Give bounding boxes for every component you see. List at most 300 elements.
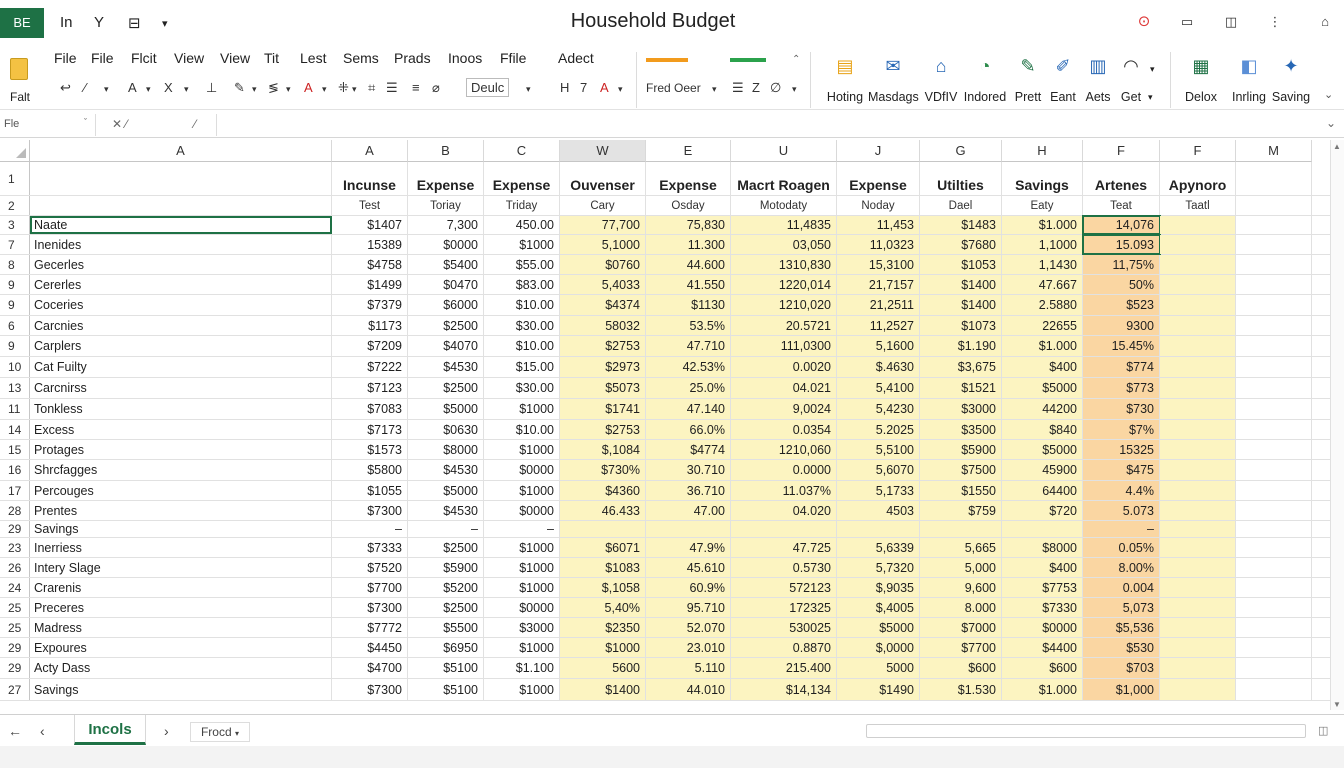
cell[interactable]: $0760 (560, 255, 646, 274)
cell[interactable]: $7300 (332, 501, 408, 520)
cell[interactable]: $,1084 (560, 440, 646, 459)
cell[interactable]: $30.00 (484, 316, 560, 335)
cell[interactable] (1236, 235, 1312, 254)
cell[interactable] (837, 521, 920, 537)
sheet-tab-active[interactable]: Incols (74, 715, 146, 745)
cell[interactable] (1236, 255, 1312, 274)
ribbon-more-icon[interactable]: ⌄ (1324, 89, 1334, 101)
cell[interactable]: $1573 (332, 440, 408, 459)
cell[interactable]: 5,1600 (837, 336, 920, 356)
cell[interactable]: 36.710 (646, 481, 731, 500)
row-number[interactable]: 25 (0, 598, 30, 617)
cell[interactable]: 30.710 (646, 460, 731, 480)
row-label-cell[interactable]: Savings (30, 521, 332, 537)
cell[interactable]: $774 (1083, 357, 1160, 377)
cell[interactable]: 47.9% (646, 538, 731, 557)
cell[interactable]: 22655 (1002, 316, 1083, 335)
cell[interactable]: $6000 (408, 295, 484, 315)
cell[interactable]: 5,5100 (837, 440, 920, 459)
cell[interactable]: 5,665 (920, 538, 1002, 557)
row-label-cell[interactable]: Prentes (30, 501, 332, 520)
cell[interactable]: 215.400 (731, 658, 837, 678)
hoting-button[interactable] (820, 54, 870, 104)
cell[interactable]: $1400 (920, 275, 1002, 294)
cell[interactable]: 1210,020 (731, 295, 837, 315)
header-cell[interactable]: Expense (646, 162, 731, 195)
header-cell[interactable]: Expense (484, 162, 560, 195)
row-number[interactable]: 2 (0, 196, 30, 215)
paste-button[interactable] (6, 52, 34, 102)
cell[interactable]: 5,40% (560, 598, 646, 617)
cell[interactable] (1160, 521, 1236, 537)
cell[interactable]: $4360 (560, 481, 646, 500)
cell[interactable] (1236, 399, 1312, 419)
cell[interactable]: $1407 (332, 216, 408, 234)
cell[interactable]: $1.000 (1002, 336, 1083, 356)
cell-style-box[interactable]: Fred Oeer (646, 81, 701, 95)
cell[interactable]: $7173 (332, 420, 408, 439)
cell[interactable]: 44200 (1002, 399, 1083, 419)
cell[interactable]: $1000 (484, 558, 560, 577)
cell[interactable]: $1741 (560, 399, 646, 419)
cell[interactable]: $4700 (332, 658, 408, 678)
cell[interactable]: $3000 (920, 399, 1002, 419)
cell[interactable]: $10.00 (484, 295, 560, 315)
row-label-cell[interactable]: Coceries (30, 295, 332, 315)
cell[interactable]: $0000 (1002, 618, 1083, 637)
row-label-cell[interactable]: Excess (30, 420, 332, 439)
cell[interactable]: $1173 (332, 316, 408, 335)
cell[interactable]: $5400 (408, 255, 484, 274)
cell[interactable]: 03,050 (731, 235, 837, 254)
menu-icon[interactable]: ⋮ (1268, 14, 1282, 29)
cell[interactable]: $4758 (332, 255, 408, 274)
cell[interactable]: $840 (1002, 420, 1083, 439)
subheader-cell[interactable]: Dael (920, 196, 1002, 215)
cell[interactable] (1236, 679, 1312, 700)
cell[interactable]: 50% (1083, 275, 1160, 294)
menu-tab-prads[interactable]: Prads (394, 50, 431, 66)
cell[interactable]: – (408, 521, 484, 537)
cell[interactable]: $1000 (484, 538, 560, 557)
expand-formula-icon[interactable]: ⌄ (1326, 116, 1337, 130)
cell[interactable]: $1055 (332, 481, 408, 500)
column-header[interactable]: F (1083, 140, 1160, 162)
format-icon[interactable]: ⌀ (432, 80, 440, 95)
list-icon[interactable]: ☰ (386, 80, 398, 95)
cell[interactable]: $7209 (332, 336, 408, 356)
row-number[interactable]: 9 (0, 275, 30, 294)
cell[interactable]: 0.0354 (731, 420, 837, 439)
cell[interactable]: $1.530 (920, 679, 1002, 700)
cell[interactable]: $530 (1083, 638, 1160, 657)
row-label-cell[interactable]: Madress (30, 618, 332, 637)
cell[interactable]: $773 (1083, 378, 1160, 398)
cell[interactable]: $1.190 (920, 336, 1002, 356)
cell[interactable]: $7700 (920, 638, 1002, 657)
cell[interactable]: $83.00 (484, 275, 560, 294)
cell[interactable]: 47.00 (646, 501, 731, 520)
cell[interactable]: $2753 (560, 420, 646, 439)
cell[interactable]: $523 (1083, 295, 1160, 315)
cell[interactable] (1160, 501, 1236, 520)
scroll-up-icon[interactable]: ▲ (1333, 142, 1341, 151)
cell[interactable]: 5,000 (920, 558, 1002, 577)
cell[interactable]: 47.140 (646, 399, 731, 419)
cell[interactable]: $2500 (408, 538, 484, 557)
cell[interactable]: $5100 (408, 679, 484, 700)
subheader-cell[interactable]: Taatl (1160, 196, 1236, 215)
cell[interactable]: 5.073 (1083, 501, 1160, 520)
highlight-dropdown[interactable]: ▾ (618, 84, 623, 94)
cell[interactable]: 7,300 (408, 216, 484, 234)
cell[interactable]: $5000 (1002, 440, 1083, 459)
cell[interactable] (1236, 216, 1312, 234)
cell[interactable]: 21,2511 (837, 295, 920, 315)
cell[interactable]: $7% (1083, 420, 1160, 439)
row-number[interactable]: 7 (0, 235, 30, 254)
cell[interactable]: $1000 (484, 235, 560, 254)
cell[interactable]: 11.300 (646, 235, 731, 254)
cell[interactable]: 0.0020 (731, 357, 837, 377)
cell[interactable]: $1000 (484, 578, 560, 597)
cell[interactable]: 46.433 (560, 501, 646, 520)
cell[interactable]: 42.53% (646, 357, 731, 377)
number-icon[interactable]: 7 (580, 80, 588, 95)
cell[interactable]: 172325 (731, 598, 837, 617)
cell[interactable]: $1490 (837, 679, 920, 700)
column-header[interactable]: E (646, 140, 731, 162)
row-number[interactable]: 17 (0, 481, 30, 500)
cell[interactable]: 5,7320 (837, 558, 920, 577)
cell[interactable]: $1000 (484, 638, 560, 657)
row-number[interactable]: 10 (0, 357, 30, 377)
cell[interactable]: $5,536 (1083, 618, 1160, 637)
cell[interactable]: $5073 (560, 378, 646, 398)
cell[interactable] (646, 521, 731, 537)
cell[interactable]: $0630 (408, 420, 484, 439)
cell[interactable]: $8000 (1002, 538, 1083, 557)
menu-tab-tit[interactable]: Tit (264, 50, 280, 66)
cell[interactable]: 5,6339 (837, 538, 920, 557)
cell[interactable]: $,0000 (837, 638, 920, 657)
cell[interactable]: $4450 (332, 638, 408, 657)
cell[interactable]: 572123 (731, 578, 837, 597)
cell[interactable]: 04.021 (731, 378, 837, 398)
cell[interactable] (560, 521, 646, 537)
column-header[interactable]: F (1160, 140, 1236, 162)
cell[interactable]: $600 (1002, 658, 1083, 678)
cell[interactable]: 21,7157 (837, 275, 920, 294)
cell[interactable]: 11,2527 (837, 316, 920, 335)
pencil-dropdown[interactable]: ▾ (252, 84, 257, 94)
masdags-button[interactable] (868, 54, 918, 104)
cell[interactable]: 53.5% (646, 316, 731, 335)
quick-access-filter[interactable]: Y (94, 14, 105, 31)
cell[interactable]: 44.010 (646, 679, 731, 700)
draw-icon[interactable]: ⁄ (84, 80, 87, 95)
header-cell[interactable]: Incunse (332, 162, 408, 195)
app-badge[interactable]: BE (0, 8, 44, 38)
cell[interactable] (1160, 598, 1236, 617)
cell[interactable] (1236, 521, 1312, 537)
cell[interactable]: $1000 (484, 679, 560, 700)
cell[interactable]: 5,1733 (837, 481, 920, 500)
row-number[interactable]: 28 (0, 501, 30, 520)
formula-cancel-icon[interactable]: ✕ ⁄ (112, 117, 128, 131)
cell[interactable] (1236, 378, 1312, 398)
cell[interactable]: $1130 (646, 295, 731, 315)
menu-tab-file[interactable]: File (54, 50, 77, 66)
menu-tab-inoos[interactable]: Inoos (448, 50, 483, 66)
cell[interactable] (1160, 216, 1236, 234)
cell[interactable]: 0.05% (1083, 538, 1160, 557)
header-cell[interactable]: Macrt Roagen (731, 162, 837, 195)
column-header[interactable]: G (920, 140, 1002, 162)
subheader-cell[interactable]: Cary (560, 196, 646, 215)
cell[interactable]: 11.037% (731, 481, 837, 500)
cell[interactable] (1160, 235, 1236, 254)
cell[interactable] (1160, 618, 1236, 637)
get-dropdown-2[interactable]: ▾ (1148, 92, 1153, 102)
zoom-icon[interactable]: ◫ (1318, 725, 1329, 737)
cell[interactable]: $5000 (408, 399, 484, 419)
cell[interactable]: 47.725 (731, 538, 837, 557)
justify-icon[interactable]: ≡ (412, 80, 420, 95)
cell[interactable]: $400 (1002, 558, 1083, 577)
cell[interactable]: $1000 (560, 638, 646, 657)
row-label-cell[interactable]: Inenides (30, 235, 332, 254)
cell[interactable] (1160, 378, 1236, 398)
header-icon[interactable]: H (560, 80, 570, 95)
cell[interactable] (1236, 440, 1312, 459)
fill-icon[interactable]: ⁜ (338, 80, 349, 95)
cell[interactable]: $4530 (408, 460, 484, 480)
cell[interactable] (1160, 558, 1236, 577)
cell[interactable]: $759 (920, 501, 1002, 520)
cell[interactable]: $703 (1083, 658, 1160, 678)
row-number[interactable]: 6 (0, 316, 30, 335)
select-all-corner[interactable] (0, 140, 30, 162)
cell[interactable]: 5.2025 (837, 420, 920, 439)
row-label-cell[interactable]: Carcnirss (30, 378, 332, 398)
row-number[interactable]: 9 (0, 336, 30, 356)
pencil-icon[interactable]: ✎ (234, 80, 245, 95)
column-header[interactable]: M (1236, 140, 1312, 162)
menu-tab-ffile[interactable]: Ffile (500, 50, 527, 66)
cell[interactable]: 47.667 (1002, 275, 1083, 294)
cell[interactable]: 15325 (1083, 440, 1160, 459)
cell[interactable]: $3,675 (920, 357, 1002, 377)
row-number[interactable]: 9 (0, 295, 30, 315)
row-number[interactable]: 1 (0, 162, 30, 195)
subheader-cell[interactable]: Teat (1083, 196, 1160, 215)
subheader-cell[interactable]: Triday (484, 196, 560, 215)
name-box[interactable] (0, 114, 96, 136)
cell[interactable]: $3000 (484, 618, 560, 637)
sheet-tab-dropdown[interactable] (190, 722, 250, 742)
cell[interactable]: 58032 (560, 316, 646, 335)
cell[interactable]: $5500 (408, 618, 484, 637)
find-dropdown[interactable]: ▾ (792, 84, 797, 94)
cell[interactable]: $400 (1002, 357, 1083, 377)
cell[interactable]: $7300 (332, 679, 408, 700)
subheader-cell[interactable]: Toriay (408, 196, 484, 215)
cell[interactable]: $1.000 (1002, 216, 1083, 234)
prev-sheet-icon[interactable]: ‹ (40, 723, 45, 739)
undo-icon[interactable]: ↩ (60, 80, 71, 95)
cell[interactable]: – (484, 521, 560, 537)
cell[interactable]: $1400 (560, 679, 646, 700)
cell[interactable]: 15.45% (1083, 336, 1160, 356)
cell[interactable]: $4530 (408, 501, 484, 520)
cell[interactable]: 4503 (837, 501, 920, 520)
row-number[interactable]: 14 (0, 420, 30, 439)
row-number[interactable]: 27 (0, 679, 30, 700)
cell[interactable] (1236, 598, 1312, 617)
row-label-cell[interactable]: Savings (30, 679, 332, 700)
cell[interactable]: 4.4% (1083, 481, 1160, 500)
cell[interactable] (1160, 481, 1236, 500)
header-cell[interactable] (30, 162, 332, 195)
cell[interactable]: 0.0000 (731, 460, 837, 480)
row-label-cell[interactable]: Carcnies (30, 316, 332, 335)
cell[interactable] (1236, 420, 1312, 439)
align-icon[interactable]: ≶ (268, 80, 279, 95)
draw-dropdown[interactable]: ▾ (104, 84, 109, 94)
cell[interactable]: 5,1000 (560, 235, 646, 254)
cell[interactable]: 8.00% (1083, 558, 1160, 577)
cell[interactable]: 5600 (560, 658, 646, 678)
cell[interactable]: 20.5721 (731, 316, 837, 335)
cell[interactable]: $,4005 (837, 598, 920, 617)
cell[interactable]: $7520 (332, 558, 408, 577)
cell[interactable]: 0.5730 (731, 558, 837, 577)
cell[interactable]: $,9035 (837, 578, 920, 597)
row-label-cell[interactable]: Inerriess (30, 538, 332, 557)
align-dropdown[interactable]: ▾ (286, 84, 291, 94)
cell[interactable]: $1073 (920, 316, 1002, 335)
cell[interactable]: $1000 (484, 440, 560, 459)
quick-access-dropdown[interactable]: ▾ (162, 18, 168, 30)
cell[interactable] (1160, 578, 1236, 597)
menu-tab-view-2[interactable]: View (220, 50, 251, 66)
cell[interactable]: 5,4033 (560, 275, 646, 294)
cell[interactable] (1160, 336, 1236, 356)
row-label-cell[interactable]: Gecerles (30, 255, 332, 274)
cell[interactable]: 0.004 (1083, 578, 1160, 597)
header-cell[interactable]: Expense (408, 162, 484, 195)
cell[interactable] (1236, 618, 1312, 637)
cell[interactable]: $2500 (408, 598, 484, 617)
menu-tab-sems[interactable]: Sems (343, 50, 379, 66)
cell[interactable]: 5,4100 (837, 378, 920, 398)
text-color-icon[interactable]: A (304, 80, 313, 95)
record-icon[interactable]: ⊙ (1137, 13, 1151, 30)
cell[interactable]: $8000 (408, 440, 484, 459)
cell[interactable]: 04.020 (731, 501, 837, 520)
cell[interactable]: – (332, 521, 408, 537)
cell[interactable]: $5200 (408, 578, 484, 597)
cell[interactable]: $7300 (332, 598, 408, 617)
cell[interactable] (1236, 558, 1312, 577)
cell[interactable]: $1,000 (1083, 679, 1160, 700)
cell[interactable]: $15.00 (484, 357, 560, 377)
cell[interactable] (1160, 538, 1236, 557)
column-header[interactable]: C (484, 140, 560, 162)
cell[interactable]: $5000 (408, 481, 484, 500)
menu-tab-lest[interactable]: Lest (300, 50, 327, 66)
cell[interactable]: 9,600 (920, 578, 1002, 597)
row-number[interactable]: 3 (0, 216, 30, 234)
cell[interactable]: $4400 (1002, 638, 1083, 657)
cell[interactable]: 11,4835 (731, 216, 837, 234)
row-number[interactable]: 8 (0, 255, 30, 274)
row-number[interactable]: 23 (0, 538, 30, 557)
cell[interactable]: $475 (1083, 460, 1160, 480)
cell[interactable]: 1310,830 (731, 255, 837, 274)
cell[interactable]: $2753 (560, 336, 646, 356)
font-dropdown[interactable]: ▾ (146, 84, 151, 94)
cell[interactable] (1160, 255, 1236, 274)
cell[interactable] (1160, 316, 1236, 335)
cell[interactable]: 111,0300 (731, 336, 837, 356)
cell[interactable]: 8.000 (920, 598, 1002, 617)
cell[interactable] (1236, 336, 1312, 356)
cell[interactable] (1160, 295, 1236, 315)
cell[interactable] (1236, 162, 1312, 195)
subheader-cell[interactable]: Motodaty (731, 196, 837, 215)
cell[interactable] (1236, 578, 1312, 597)
subheader-cell[interactable] (30, 196, 332, 215)
lines-icon[interactable]: ☰ (732, 80, 744, 95)
cell[interactable]: 11,453 (837, 216, 920, 234)
row-label-cell[interactable]: Acty Dass (30, 658, 332, 678)
cell[interactable]: $3500 (920, 420, 1002, 439)
next-sheet-icon[interactable]: › (164, 723, 169, 739)
cell[interactable]: $7222 (332, 357, 408, 377)
cell[interactable]: 77,700 (560, 216, 646, 234)
header-cell[interactable]: Artenes (1083, 162, 1160, 195)
cell[interactable]: 11,75% (1083, 255, 1160, 274)
share-icon[interactable]: ⌂ (1321, 14, 1329, 29)
subheader-cell[interactable]: Osday (646, 196, 731, 215)
cell[interactable]: 52.070 (646, 618, 731, 637)
cell[interactable]: $7680 (920, 235, 1002, 254)
cell[interactable]: $4374 (560, 295, 646, 315)
cell[interactable]: $6071 (560, 538, 646, 557)
cell[interactable]: $7500 (920, 460, 1002, 480)
cell[interactable]: 9,0024 (731, 399, 837, 419)
row-label-cell[interactable]: Cererles (30, 275, 332, 294)
cell[interactable] (1236, 196, 1312, 215)
column-header[interactable]: U (731, 140, 837, 162)
cell[interactable] (1160, 275, 1236, 294)
cell[interactable]: $5800 (332, 460, 408, 480)
row-label-cell[interactable]: Tonkless (30, 399, 332, 419)
menu-tab-flcit[interactable]: Flcit (131, 50, 157, 66)
row-number[interactable]: 29 (0, 638, 30, 657)
cell[interactable]: $2973 (560, 357, 646, 377)
menu-tab-view[interactable]: View (174, 50, 205, 66)
cell[interactable]: $,1058 (560, 578, 646, 597)
cell[interactable]: 5,073 (1083, 598, 1160, 617)
cell[interactable]: $7083 (332, 399, 408, 419)
cell[interactable]: 2.5880 (1002, 295, 1083, 315)
cell[interactable]: 25.0% (646, 378, 731, 398)
cell[interactable] (1160, 440, 1236, 459)
cell[interactable]: $1000 (484, 399, 560, 419)
